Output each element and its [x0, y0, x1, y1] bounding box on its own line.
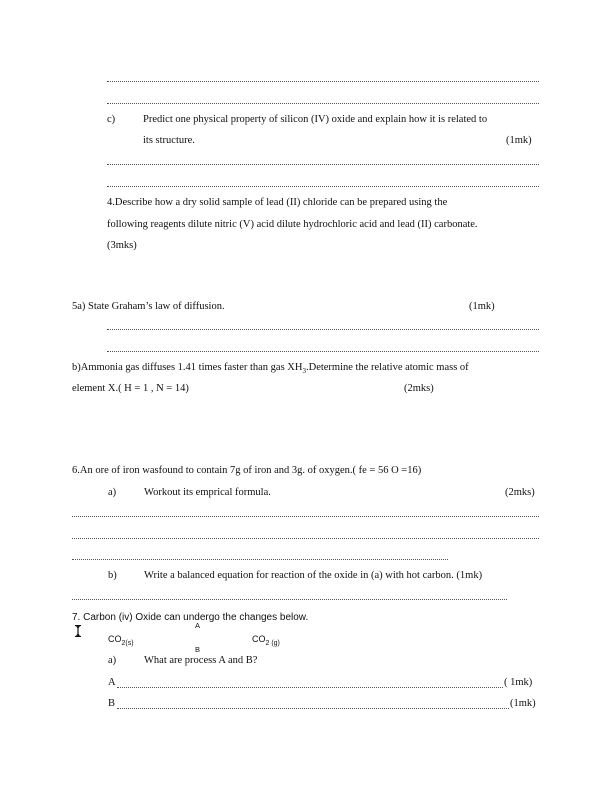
- answer-line: [107, 328, 539, 330]
- q3c-label: c): [107, 114, 116, 125]
- answer-line: [72, 558, 448, 560]
- q4-line2: following reagents dilute nitric (V) acid dilute hydrochloric acid and lead (II) carbonate.: [107, 219, 478, 230]
- q6a-text: Workout its emprical formula.: [144, 487, 271, 498]
- answer-line: [107, 163, 539, 165]
- q5b-marks: (2mks): [404, 383, 434, 394]
- reactant-species: $CO_{2(s)}$: [108, 634, 134, 647]
- q3c-line1: Predict one physical property of silicon (IV) oxide and explain how it is related to: [143, 114, 488, 125]
- answer-line: [72, 515, 539, 517]
- answer-line: [72, 598, 507, 600]
- q6a-marks: (2mks): [505, 487, 535, 498]
- q3c-line2: its structure.: [143, 135, 195, 146]
- q4-marks: (3mks): [107, 240, 137, 251]
- answer-line: [107, 185, 539, 187]
- q6a-label: a): [108, 487, 117, 498]
- answer-a-prefix: A: [108, 677, 116, 688]
- q6-stem: 6.An ore of iron wasfound to contain 7g of iron and 3g. of oxygen.( fe = 56 O =16): [72, 465, 422, 476]
- q4-line1: 4.Describe how a dry solid sample of lead (II) chloride can be prepared using the: [107, 197, 448, 208]
- answer-line: [117, 707, 509, 709]
- q3c-marks: (1mk): [506, 135, 532, 146]
- q7a-label: a): [108, 655, 117, 666]
- answer-b-marks: (1mk): [510, 698, 536, 709]
- q5a-text: 5a) State Graham’s law of diffusion.: [72, 301, 225, 312]
- text-cursor-icon: [75, 625, 81, 637]
- answer-line: [72, 537, 539, 539]
- process-a-label: A: [195, 621, 201, 630]
- q6b-label: b): [108, 570, 117, 581]
- q5b-line1: b)Ammonia gas diffuses 1.41 times faster than gas $XH_3.Determine$ the relative atomic mass of: [72, 362, 469, 376]
- answer-line: [107, 80, 539, 82]
- q7-stem: 7. Carbon (iv) Oxide can undergo the changes below.: [72, 612, 309, 623]
- q5b-line2: element X.( H = 1 , N = 14): [72, 383, 189, 394]
- q7a-text: What are process A and B?: [144, 655, 258, 666]
- answer-a-marks: ( 1mk): [504, 677, 533, 688]
- answer-line: [107, 102, 539, 104]
- process-b-label: B: [195, 645, 201, 654]
- answer-b-prefix: B: [108, 698, 116, 709]
- answer-line: [117, 686, 503, 688]
- product-species: $CO_{2 (g)}$: [252, 634, 280, 647]
- answer-line: [107, 350, 539, 352]
- q6b-text: Write a balanced equation for reaction of the oxide in (a) with hot carbon. (1mk): [144, 570, 483, 581]
- q5a-marks: (1mk): [469, 301, 495, 312]
